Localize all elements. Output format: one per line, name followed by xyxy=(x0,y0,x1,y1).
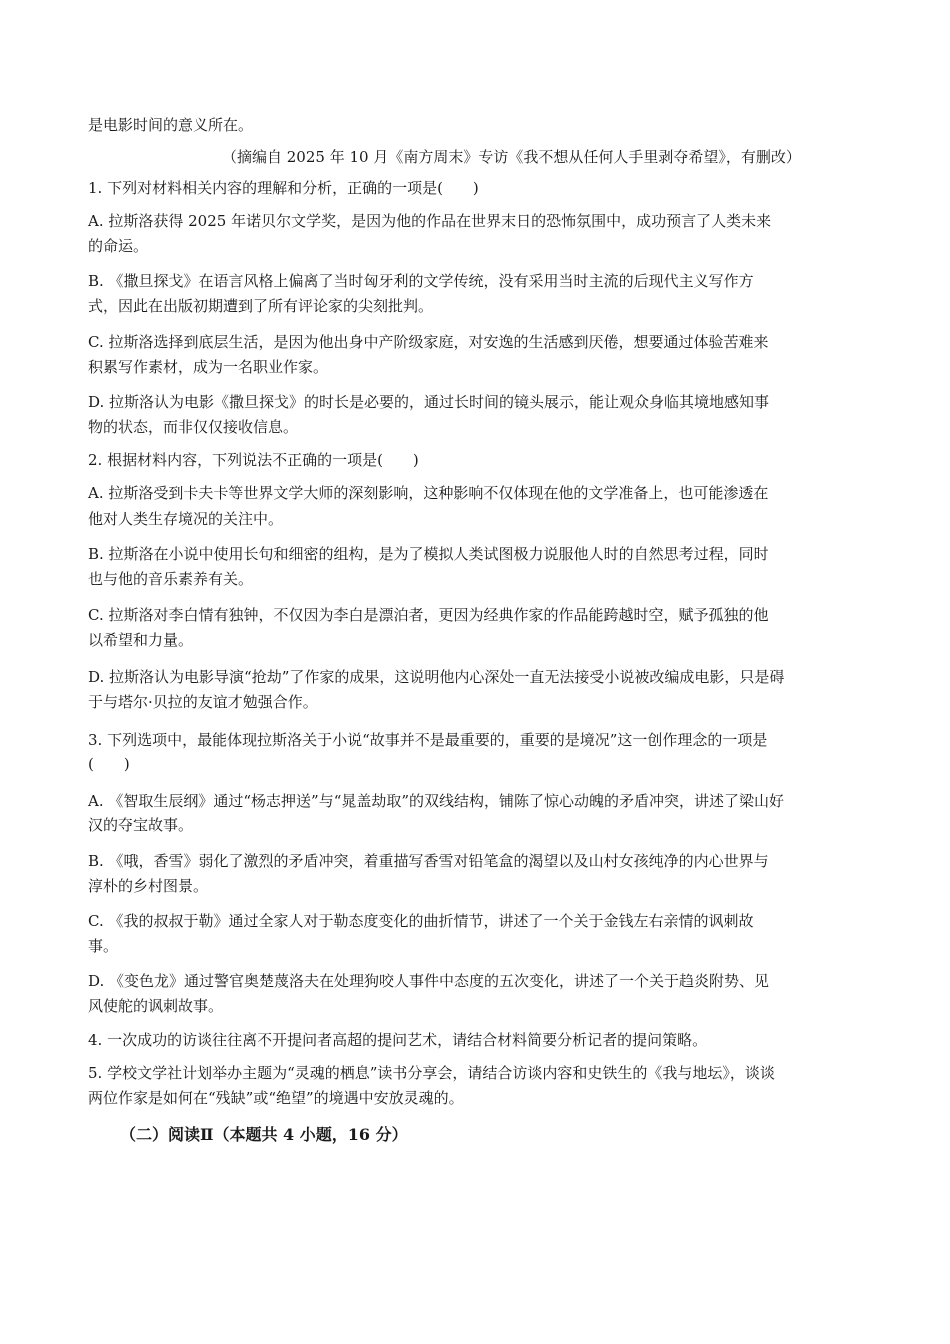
question-2-option-a-cont: 他对人类生存境况的关注中。 xyxy=(88,510,284,528)
question-3-option-c: C. 《我的叔叔于勒》通过全家人对于勒态度变化的曲折情节，讲述了一个关于金钱左右亲情的讽刺故 xyxy=(88,912,754,930)
question-3-option-d-cont: 风使舵的讽刺故事。 xyxy=(88,997,224,1015)
question-1-option-a-cont: 的命运。 xyxy=(88,237,149,255)
question-3-stem: 3. 下列选项中，最能体现拉斯洛关于小说“故事并不是最重要的，重要的是境况”这一创作理念的一项是 xyxy=(88,731,768,749)
question-3-option-a: A. 《智取生辰纲》通过“杨志押送”与“晁盖劫取”的双线结构，铺陈了惊心动魄的矛盾冲突，讲述了梁山好 xyxy=(88,792,785,810)
question-2-option-c-cont: 以希望和力量。 xyxy=(88,631,194,649)
question-2-option-d-cont: 于与塔尔·贝拉的友谊才勉强合作。 xyxy=(88,693,318,711)
question-1-option-d-cont: 物的状态，而非仅仅接收信息。 xyxy=(88,418,299,436)
question-1-stem: 1. 下列对材料相关内容的理解和分析，正确的一项是( ) xyxy=(88,179,479,197)
question-3-option-b-cont: 淳朴的乡村图景。 xyxy=(88,877,209,895)
section-heading: （二）阅读Ⅱ（本题共 4 小题，16 分） xyxy=(120,1125,408,1144)
question-5-stem: 5. 学校文学社计划举办主题为“灵魂的栖息”读书分享会，请结合访谈内容和史铁生的《我与地坛》，谈谈 xyxy=(88,1064,775,1082)
question-2-option-a: A. 拉斯洛受到卡夫卡等世界文学大师的深刻影响，这种影响不仅体现在他的文学准备上，也可能渗透在 xyxy=(88,484,769,502)
question-3-option-c-cont: 事。 xyxy=(88,937,119,955)
question-1-option-c-cont: 积累写作素材，成为一名职业作家。 xyxy=(88,358,329,376)
question-2-stem: 2. 根据材料内容，下列说法不正确的一项是( ) xyxy=(88,451,419,469)
question-3-option-d: D. 《变色龙》通过警官奥楚蔑洛夫在处理狗咬人事件中态度的五次变化，讲述了一个关于趋炎附势、见 xyxy=(88,972,770,990)
question-4-stem: 4. 一次成功的访谈往往离不开提问者高超的提问艺术，请结合材料简要分析记者的提问策略。 xyxy=(88,1031,708,1049)
question-1-option-c: C. 拉斯洛选择到底层生活，是因为他出身中产阶级家庭，对安逸的生活感到厌倦，想要通过体验苦难来 xyxy=(88,333,769,351)
question-1-option-b-cont: 式，因此在出版初期遭到了所有评论家的尖刻批判。 xyxy=(88,297,434,315)
question-2-option-b-cont: 也与他的音乐素养有关。 xyxy=(88,570,254,588)
question-3-option-b: B. 《哦，香雪》弱化了激烈的矛盾冲突，着重描写香雪对铅笔盒的渴望以及山村女孩纯净的内心世界与 xyxy=(88,852,769,870)
question-2-option-d: D. 拉斯洛认为电影导演“抢劫”了作家的成果，这说明他内心深处一直无法接受小说被改编成电影，只是碍 xyxy=(88,668,785,686)
source-citation: （摘编自 2025 年 10 月《南方周末》专访《我不想从任何人手里剥夺希望》，有删改） xyxy=(222,148,801,166)
question-1-option-a: A. 拉斯洛获得 2025 年诺贝尔文学奖，是因为他的作品在世界末日的恐怖氛围中，成功预言了人类未来 xyxy=(88,212,772,230)
question-5-stem-cont: 两位作家是如何在“残缺”或“绝望”的境遇中安放灵魂的。 xyxy=(88,1089,464,1107)
question-1-option-b: B. 《撒旦探戈》在语言风格上偏离了当时匈牙利的文学传统，没有采用当时主流的后现代主义写作方 xyxy=(88,272,754,290)
question-1-option-d: D. 拉斯洛认为电影《撒旦探戈》的时长是必要的，通过长时间的镜头展示，能让观众身临其境地感知事 xyxy=(88,393,770,411)
question-3-stem-cont: ( ) xyxy=(88,755,130,773)
intro-text: 是电影时间的意义所在。 xyxy=(88,116,254,134)
question-3-option-a-cont: 汉的夺宝故事。 xyxy=(88,816,194,834)
question-2-option-c: C. 拉斯洛对李白情有独钟，不仅因为李白是漂泊者，更因为经典作家的作品能跨越时空，赋予孤独的他 xyxy=(88,606,769,624)
question-2-option-b: B. 拉斯洛在小说中使用长句和细密的组构，是为了模拟人类试图极力说服他人时的自然思考过程，同时 xyxy=(88,545,769,563)
